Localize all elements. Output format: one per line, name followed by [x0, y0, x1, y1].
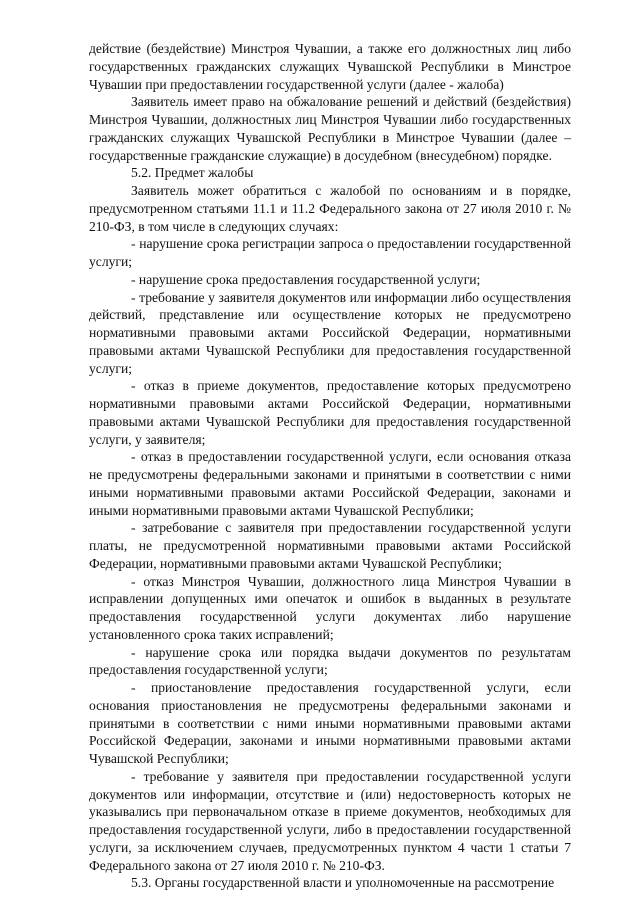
list-item-unlawful-document-request: - требование у заявителя документов или информации либо осуществления действий, представление или осуществление которых не предусмотрено нормативными правовыми актами Российской Федерации, нормативными правовыми актами Чувашской Республики для предоставления государственной услуги; [89, 289, 571, 376]
list-item-refusal-to-accept-documents: - отказ в приеме документов, предоставление которых предусмотрено нормативными правовыми актами Российской Федерации, нормативными правовыми актами Чувашской Республики для предоставления государственной услуги, у заявителя; [89, 378, 571, 447]
list-item-refusal-to-correct-errors: - отказ Минстроя Чувашии, должностного лица Минстроя Чувашии в исправлении допущенных ими опечаток и ошибок в выданных в результате предоставления государственной услуги документах либо нарушение установленного срока таких исправлений; [89, 573, 571, 642]
paragraph-right-to-appeal: Заявитель имеет право на обжалование решений и действий (бездействия) Минстроя Чувашии, должностных лиц Минстроя Чувашии либо государственных гражданских служащих Чувашской Республики в Минстрое Чувашии (далее – государственные гражданские служащие) в досудебном (внесудебном) порядке. [89, 94, 571, 163]
paragraph-grounds-intro: Заявитель может обратиться с жалобой по основаниям и в порядке, предусмотренном статьями 11.1 и 11.2 Федерального закона от 27 июля 2010 г. № 210-ФЗ, в том числе в следующих случаях: [89, 183, 571, 234]
list-item-suspension: - приостановление предоставления государственной услуги, если основания приостановления не предусмотрены федеральными законами и принятыми в соответствии с ними иными нормативными правовыми актами Российской Федерации, законами и иными нормативными правовыми актами Чувашской Республики; [89, 680, 571, 766]
list-item-service-deadline: - нарушение срока предоставления государственной услуги; [131, 271, 481, 287]
section-heading-5-3: 5.3. Органы государственной власти и уполномоченные на рассмотрение [131, 875, 555, 891]
list-item-unlawful-fee: - затребование с заявителя при предоставлении государственной услуги платы, не предусмотренной нормативными правовыми актами Российской Федерации, нормативными правовыми актами Чувашской Республики; [89, 520, 571, 571]
section-heading-5-2: 5.2. Предмет жалобы [131, 165, 254, 181]
document-body [89, 40, 571, 892]
paragraph-complaint-definition: действие (бездействие) Минстроя Чувашии, а также его должностных лиц либо государственных гражданских служащих Чувашской Республики в Минстрое Чувашии при предоставлении государственной услуги (далее - жалоба) [89, 41, 571, 92]
list-item-additional-documents: - требование у заявителя при предоставлении государственной услуги документов или информации, отсутствие и (или) недостоверность которых не указывались при первоначальном отказе в приеме документов, необходимых для предоставления государственной услуги, либо в предоставлении государственной услуги, за исключением случаев, предусмотренных пунктом 4 части 1 статьи 7 Федерального закона от 27 июля 2010 г. № 210-ФЗ. [89, 768, 571, 873]
list-item-registration-deadline: - нарушение срока регистрации запроса о предоставлении государственной услуги; [89, 236, 571, 269]
list-item-refusal-of-service: - отказ в предоставлении государственной услуги, если основания отказа не предусмотрены федеральными законами и принятыми в соответствии с ними иными нормативными правовыми актами Российской Федерации, законами и иными нормативными правовыми актами Чувашской Республики; [89, 449, 571, 518]
list-item-delivery-violation: - нарушение срока или порядка выдачи документов по результатам предоставления государственной услуги; [89, 644, 571, 678]
